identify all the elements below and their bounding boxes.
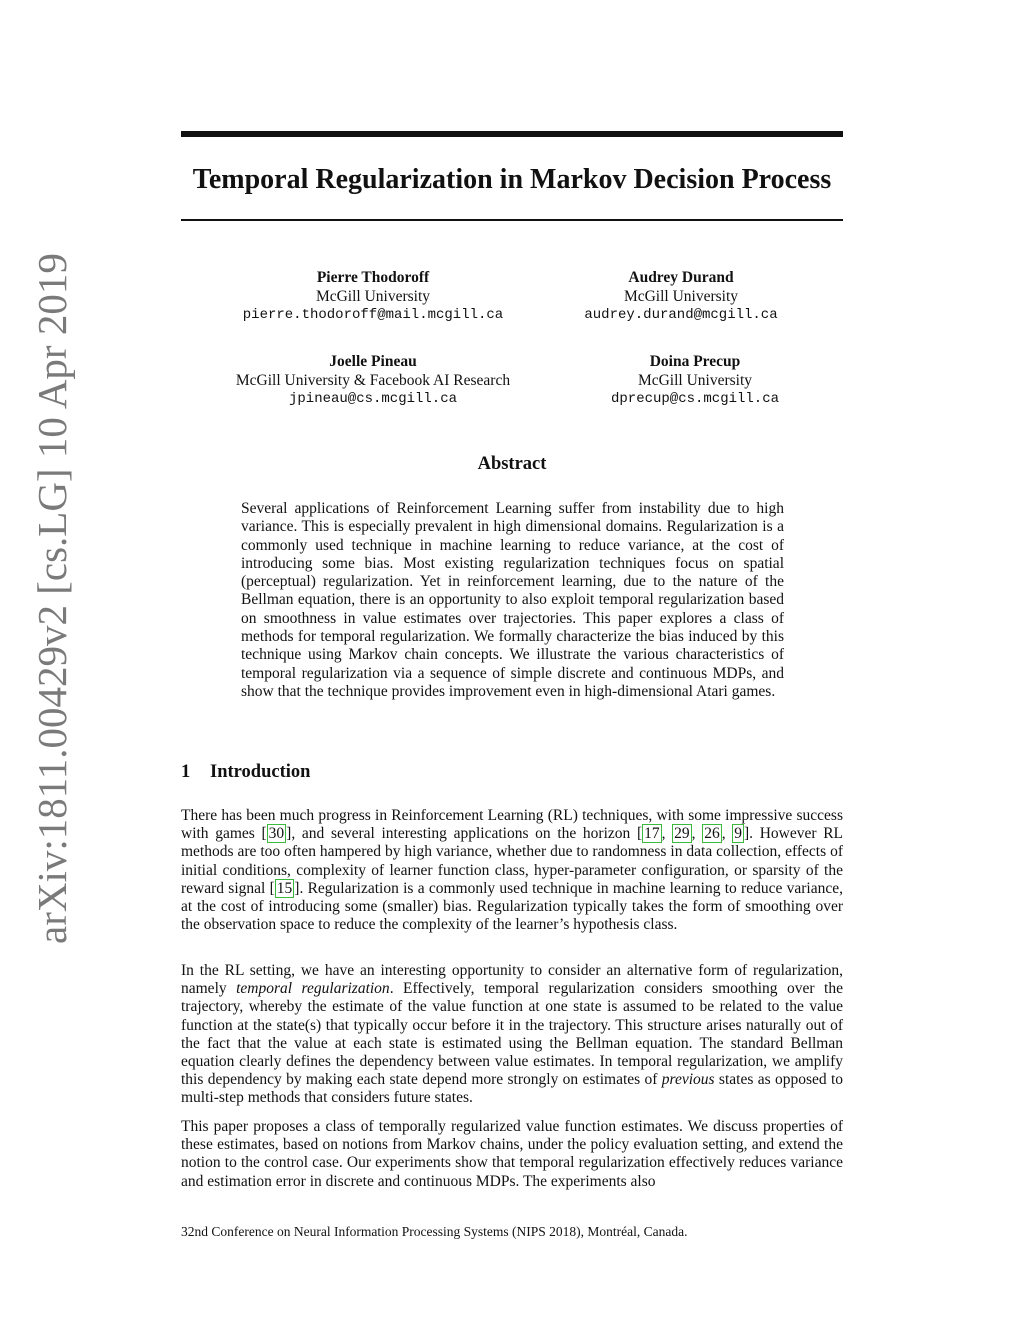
intro-paragraph-3: This paper proposes a class of temporally regularized value function estimates. We discuss properties of these estimates, based on notions from Markov chains, under the policy evaluation setting, and extend the notion to the control case. Our experiments show that temporal regularization effectively reduces variance and estimation error in discrete and continuous MDPs. The experiments also [181,1118,843,1190]
emphasis: previous [661,1071,715,1089]
citation-link[interactable]: 15 [276,879,293,897]
author-name: Joelle Pineau [329,353,417,370]
citation-link[interactable]: 9 [734,825,743,843]
author-email: dprecup@cs.mcgill.ca [610,391,780,407]
author-affiliation: McGill University [637,372,753,389]
intro-paragraph-2 [181,962,843,1108]
intro-paragraph-1: There has been much progress in Reinforcement Learning (RL) techniques, with some impressive success with games [ 30 ], and several interesting applications on the horizon [ 17 , 29 , 26 , 9 ]. However RL methods are too often hampered by high variance, whether due to randomness in data collection, effects of initial conditions, complexity of learner function class, hyper-parameter configuration, or sparsity of the reward signal [ 15 ]. Regularization is a commonly used technique in machine learning to reduce variance, at the cost of introducing some (smaller) bias. Regularization typically takes the form of smoothing over the observation space to reduce the complexity of the learner’s hypothesis class. [181,807,844,934]
title-rule-bottom [181,219,843,221]
citation-bracket: [ [261,825,267,843]
author-email: audrey.durand@mcgill.ca [584,307,778,323]
text-run: states as opposed to multi-step methods that considers future states. [181,1071,843,1107]
text-run: . Effectively, temporal regularization considers smoothing over the trajectory, whereby the estimate of the value function at one state is assumed to be related to the value function at the state(s) that typically occur before it in the trajectory. This structure arises naturally out of the fact that the value at each state is estimated using the Bellman equation. The standard Bellman equation clearly defines the dependency between value estimates. In temporal regularization, we amplify this dependency by making each state depend more strongly on estimates of [181,980,843,1089]
abstract-heading: Abstract [477,454,547,474]
section-title: Introduction [210,762,311,782]
author-block [530,352,860,409]
arxiv-identifier: arXiv:1811.00429v2 [cs.LG] 10 Apr 2019 [29,253,75,944]
text-run: , and several interesting applications on the horizon [ [291,825,643,843]
section-number: 1 [181,762,191,782]
author-email: pierre.thodoroff@mail.mcgill.ca [242,307,504,323]
author-name: Doina Precup [649,353,741,370]
author-affiliation: McGill University & Facebook AI Research [235,372,511,389]
paper-title: Temporal Regularization in Markov Decision Process [192,164,832,195]
citation-link[interactable]: 30 [268,825,285,843]
text-run: . Regularization is a commonly used technique in machine learning to reduce variance, at the cost of introducing some (smaller) bias. Regularization typically takes the form of smoothing over the observation space to reduce the complexity of the learner’s hypothesis class. [181,879,843,934]
emphasis: temporal regularization [236,980,390,998]
section-heading [181,762,310,783]
text-run: There has been much progress in Reinforcement Learning (RL) techniques, with some impressive success with games [181,807,843,843]
author-affiliation: McGill University [315,288,431,305]
author-email: jpineau@cs.mcgill.ca [288,391,458,407]
citation-bracket: ] [286,825,292,843]
author-block [516,268,846,325]
text-run: ]. However RL methods are too often hampered by high variance, whether due to randomness in data collection, effects of initial conditions, complexity of learner function class, hyper-parameter configuration, or sparsity of the reward signal [181,825,844,897]
text-run: In the RL setting, we have an interesting opportunity to consider an alternative form of regularization, namely [181,962,843,998]
author-affiliation: McGill University [623,288,739,305]
author-block [208,352,538,409]
citation-link[interactable]: 17 [644,825,660,843]
author-name: Audrey Durand [628,269,734,286]
citation-link[interactable]: 26 [704,825,720,843]
conference-footnote: 32nd Conference on Neural Information Processing Systems (NIPS 2018), Montréal, Canada. [181,1224,688,1239]
citation-link[interactable]: 29 [674,825,690,843]
title-rule-top [181,131,843,137]
author-block [208,268,538,325]
citation-bracket: ] [294,879,300,897]
author-name: Pierre Thodoroff [316,269,430,286]
abstract-text: Several applications of Reinforcement Learning suffer from instability due to high variance. This is especially prevalent in high dimensional domains. Regularization is a commonly used technique in machine learning to reduce variance, at the cost of introducing some bias. Most existing regularization techniques focus on spatial (perceptual) regularization. Yet in reinforcement learning, due to the nature of the Bellman equation, there is an opportunity to also exploit temporal regularization based on smoothness in value estimates over trajectories. This paper explores a class of methods for temporal regularization. We formally characterize the bias induced by this technique using Markov chain concepts. We illustrate the various characteristics of temporal regularization via a sequence of simple discrete and continuous MDPs, and show that the technique provides improvement even in high-dimensional Atari games. [241,500,784,700]
citation-bracket: [ [269,879,275,897]
